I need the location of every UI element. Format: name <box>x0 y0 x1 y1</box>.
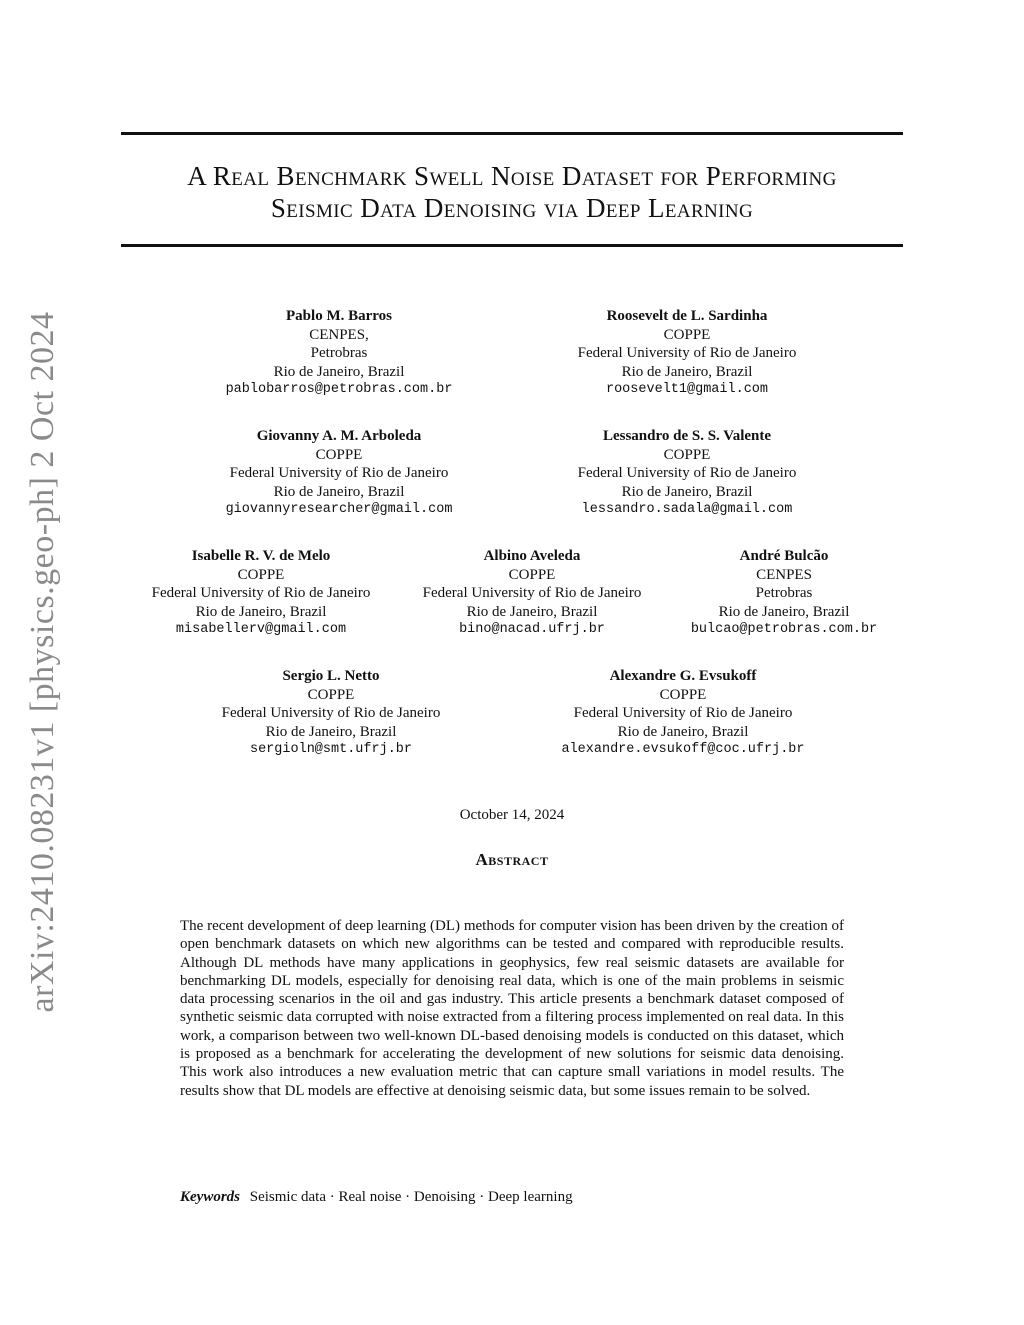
author-block <box>189 427 489 520</box>
author-name: Giovanny A. M. Arboleda <box>256 428 422 444</box>
title-rule-bottom <box>121 244 903 247</box>
author-name: Roosevelt de L. Sardinha <box>606 308 768 324</box>
author-dept: COPPE <box>315 446 363 463</box>
author-location: Rio de Janeiro, Brazil <box>617 723 749 740</box>
keywords-label: Keywords <box>180 1189 240 1205</box>
author-name: Alexandre G. Evsukoff <box>609 668 757 684</box>
author-name: Lessandro de S. S. Valente <box>602 428 772 444</box>
paper-title <box>121 160 903 224</box>
author-name: Isabelle R. V. de Melo <box>191 548 331 564</box>
author-institution: Petrobras <box>310 345 368 361</box>
abstract-heading: Abstract <box>475 850 549 869</box>
author-block <box>537 307 837 400</box>
author-location: Rio de Janeiro, Brazil <box>621 483 753 500</box>
author-institution: Federal University of Rio de Janeiro <box>221 705 441 721</box>
author-dept: COPPE <box>508 566 556 583</box>
author-dept: CENPES, <box>309 326 369 343</box>
keywords <box>180 1189 844 1206</box>
keywords-text: Seismic data · Real noise · Denoising · Deep learning <box>249 1189 573 1205</box>
abstract-body: The recent development of deep learning (DL) methods for computer vision has been driven by the creation of open benchmark datasets on which new algorithms can be tested and compared with reproducible results. Although DL methods have many applications in geophysics, few real seismic datasets are available for benchmarking DL models, especially for denoising real data, which is one of the main problems in seismic data processing scenarios in the oil and gas industry. This article presents a benchmark dataset composed of synthetic seismic data corrupted with noise extracted from a filtering process implemented on real data. In this work, a comparison between two well-known DL-based denoising models is conducted on this dataset, which is proposed as a benchmark for accelerating the development of new solutions for seismic data denoising. This work also introduces a new evaluation metric that can capture small variations in model results. The results show that DL models are effective at denoising seismic data, but some issues remain to be solved. <box>180 918 844 1099</box>
author-email[interactable]: pablobarros@petrobras.com.br <box>225 382 453 397</box>
author-name: André Bulcão <box>739 548 829 564</box>
author-name: Sergio L. Netto <box>282 668 380 684</box>
author-location: Rio de Janeiro, Brazil <box>195 603 327 620</box>
author-email[interactable]: bino@nacad.ufrj.br <box>459 622 605 637</box>
author-dept: COPPE <box>659 686 707 703</box>
author-location: Rio de Janeiro, Brazil <box>273 363 405 380</box>
author-dept: COPPE <box>237 566 285 583</box>
author-institution: Federal University of Rio de Janeiro <box>573 705 793 721</box>
author-block <box>533 667 833 760</box>
author-block <box>189 307 489 400</box>
author-dept: CENPES <box>756 566 812 583</box>
author-dept: COPPE <box>307 686 355 703</box>
author-institution: Petrobras <box>755 585 813 601</box>
author-location: Rio de Janeiro, Brazil <box>466 603 598 620</box>
author-location: Rio de Janeiro, Brazil <box>718 603 850 620</box>
author-email[interactable]: lessandro.sadala@gmail.com <box>581 502 793 517</box>
author-institution: Federal University of Rio de Janeiro <box>151 585 371 601</box>
author-dept: COPPE <box>663 446 711 463</box>
author-email[interactable]: alexandre.evsukoff@coc.ufrj.br <box>561 742 805 757</box>
arxiv-identifier[interactable]: arXiv:2410.08231v1 [physics.geo-ph] 2 Oct 2024 <box>24 311 61 1013</box>
author-block <box>537 427 837 520</box>
author-institution: Federal University of Rio de Janeiro <box>577 465 797 481</box>
author-block <box>111 547 411 640</box>
title-line-2: Seismic Data Denoising via Deep Learning <box>270 193 754 223</box>
author-name: Albino Aveleda <box>483 548 581 564</box>
author-location: Rio de Janeiro, Brazil <box>273 483 405 500</box>
author-email[interactable]: misabellerv@gmail.com <box>175 622 347 637</box>
author-block <box>634 547 934 640</box>
author-email[interactable]: sergioln@smt.ufrj.br <box>249 742 413 757</box>
author-institution: Federal University of Rio de Janeiro <box>229 465 449 481</box>
author-institution: Federal University of Rio de Janeiro <box>577 345 797 361</box>
author-institution: Federal University of Rio de Janeiro <box>422 585 642 601</box>
author-dept: COPPE <box>663 326 711 343</box>
author-block <box>181 667 481 760</box>
author-location: Rio de Janeiro, Brazil <box>621 363 753 380</box>
title-line-1: A Real Benchmark Swell Noise Dataset for Performing <box>187 161 837 191</box>
title-rule-top <box>121 132 903 135</box>
author-location: Rio de Janeiro, Brazil <box>265 723 397 740</box>
author-email[interactable]: giovannyresearcher@gmail.com <box>225 502 453 517</box>
author-name: Pablo M. Barros <box>286 308 392 324</box>
publication-date: October 14, 2024 <box>459 807 565 823</box>
author-email[interactable]: bulcao@petrobras.com.br <box>690 622 878 637</box>
author-email[interactable]: roosevelt1@gmail.com <box>605 382 769 397</box>
